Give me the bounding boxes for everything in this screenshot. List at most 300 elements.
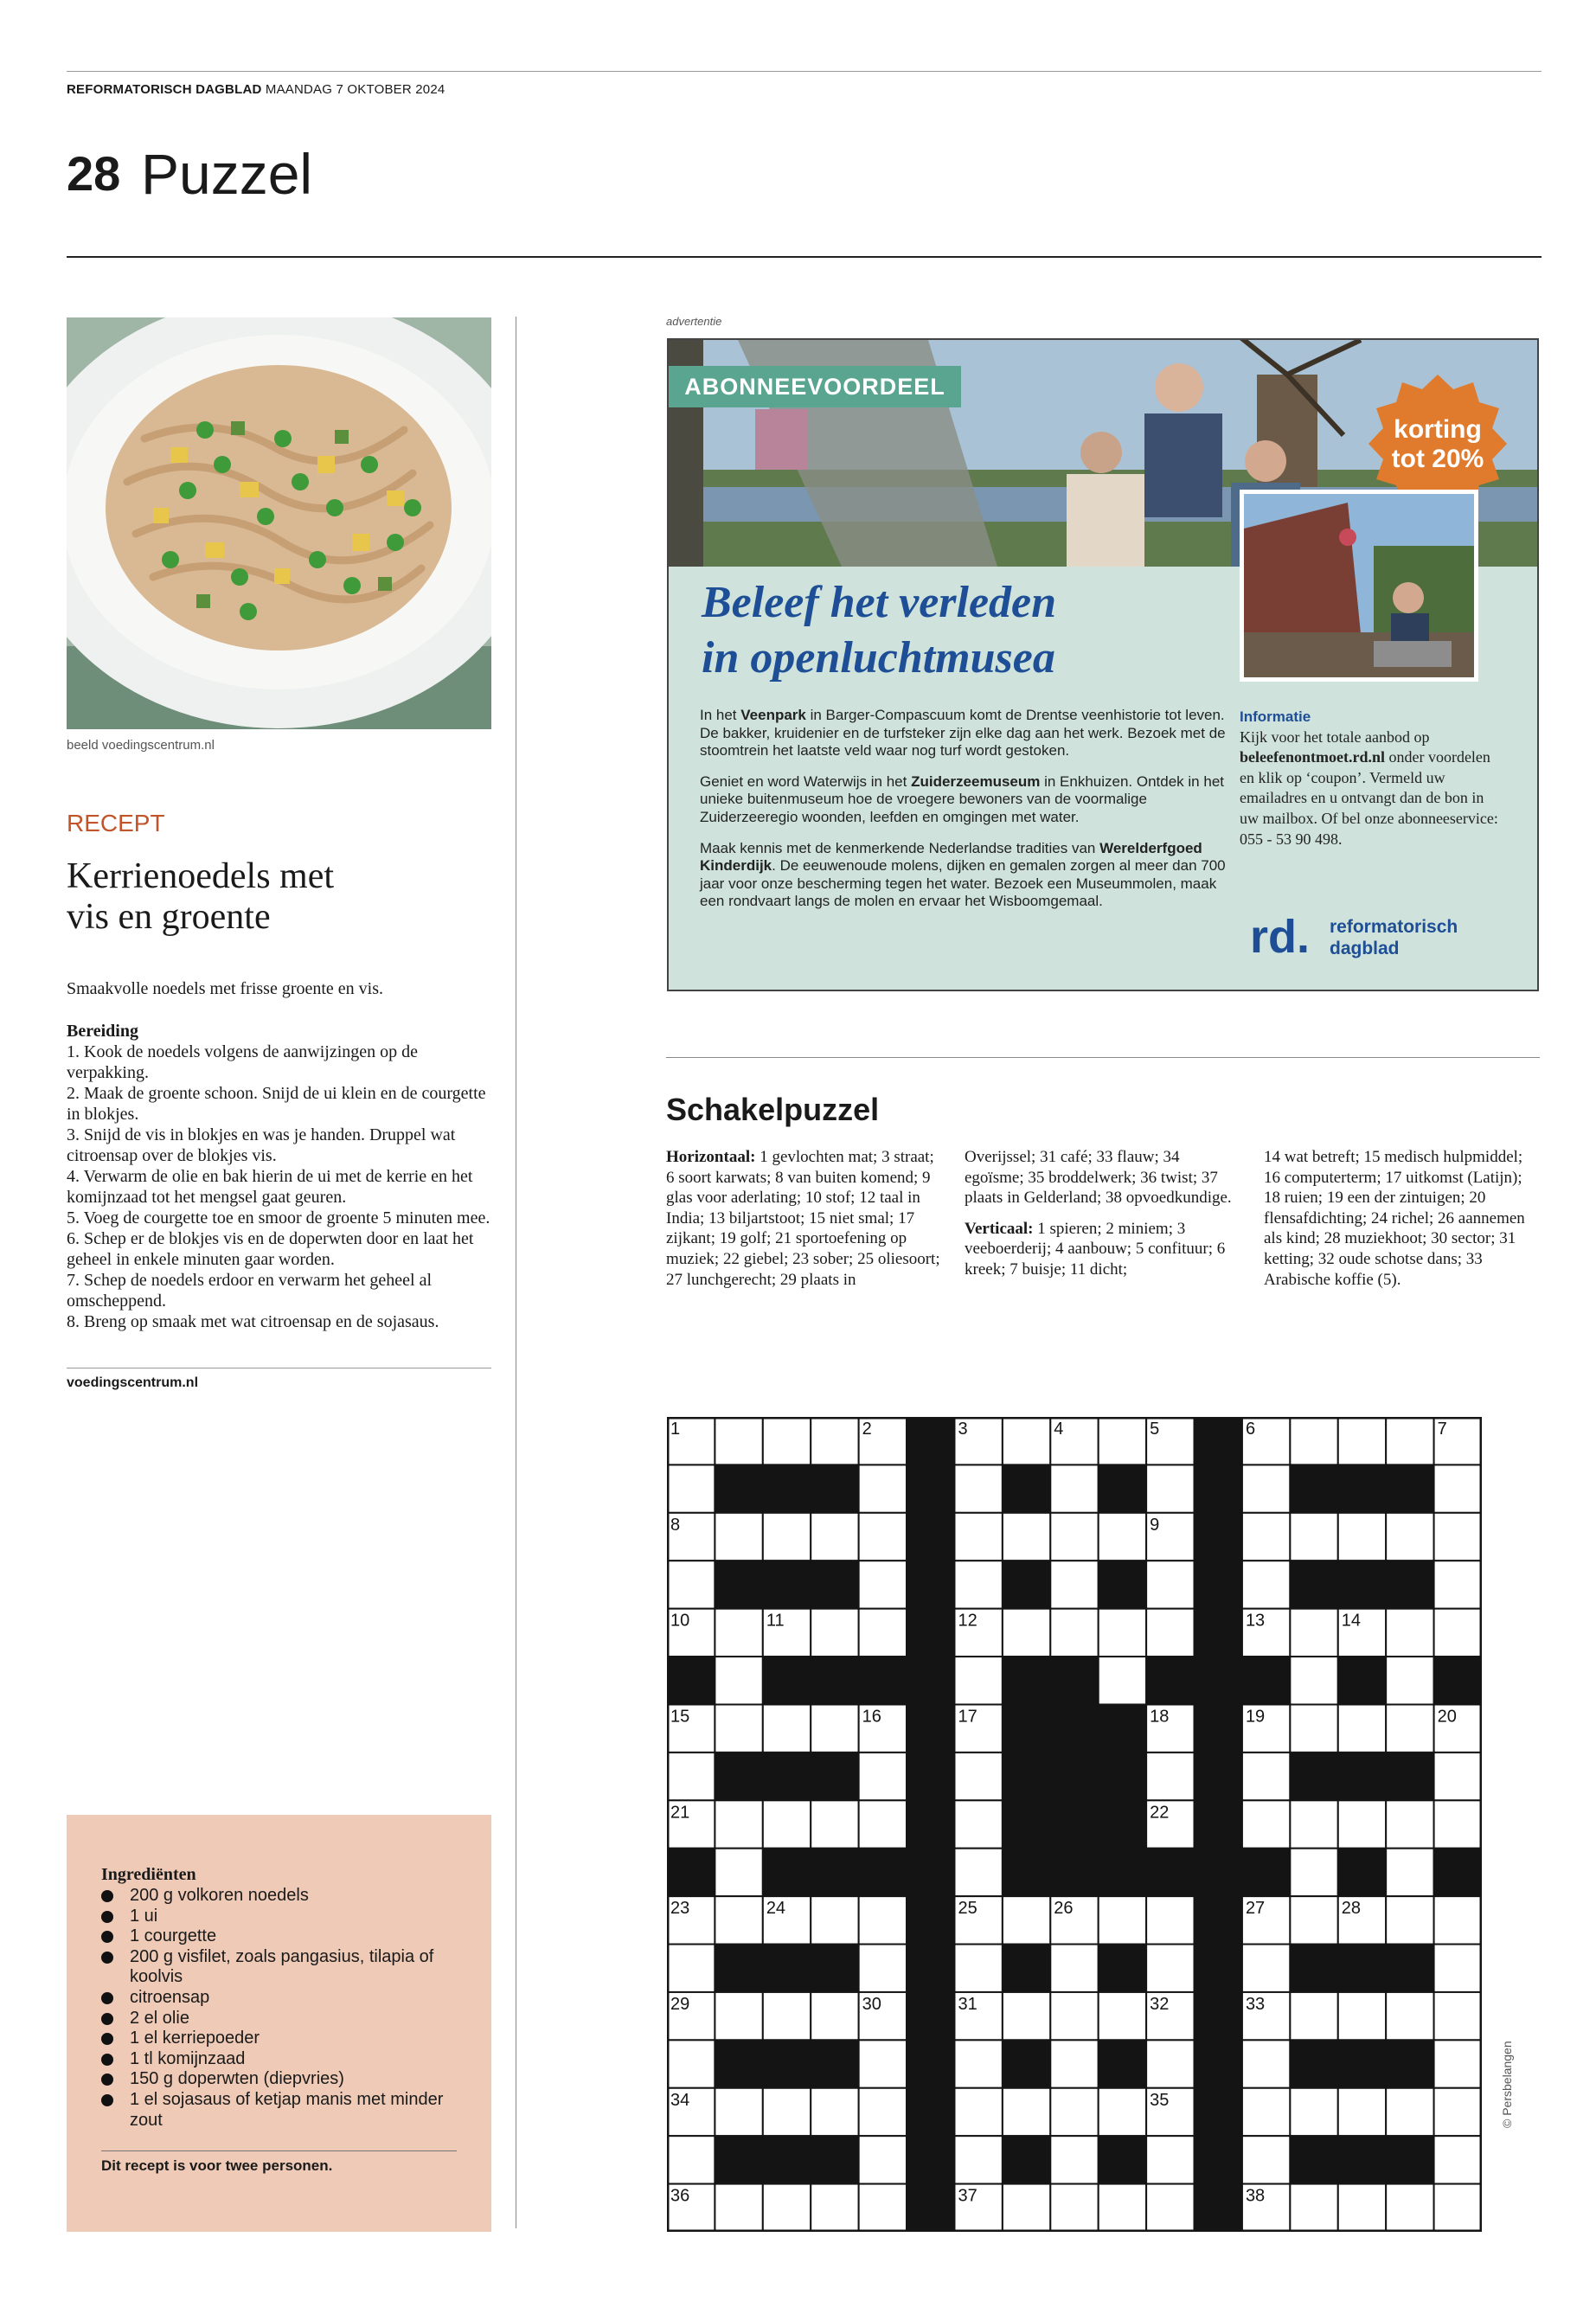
clue-number: 5	[1150, 1420, 1160, 1439]
discount-line2: tot 20%	[1391, 445, 1484, 473]
grid-cell[interactable]	[1434, 2040, 1482, 2087]
grid-cell[interactable]	[811, 1992, 858, 2040]
grid-block	[1003, 2040, 1050, 2087]
grid-cell[interactable]	[715, 2088, 762, 2136]
grid-cell[interactable]	[954, 1800, 1002, 1848]
grid-cell[interactable]	[1386, 1704, 1433, 1752]
grid-block	[907, 1465, 954, 1512]
clue-number: 16	[862, 1707, 881, 1727]
logo-line2: dagblad	[1330, 939, 1400, 958]
grid-block	[715, 2136, 762, 2183]
grid-cell[interactable]	[715, 1513, 762, 1561]
grid-cell[interactable]	[1338, 1513, 1386, 1561]
advert-headline	[702, 575, 1238, 686]
clue-number: 15	[670, 1707, 690, 1727]
grid-block	[1099, 1704, 1146, 1752]
grid-cell[interactable]	[1434, 1753, 1482, 1800]
grid-cell[interactable]	[1050, 1992, 1098, 2040]
grid-cell[interactable]	[1290, 1800, 1337, 1848]
grid-block	[1195, 1704, 1242, 1752]
grid-block	[1050, 1704, 1098, 1752]
grid-block	[1003, 1849, 1050, 1896]
clue-number: 14	[1341, 1611, 1362, 1631]
grid-cell[interactable]	[1434, 1465, 1482, 1512]
grid-cell[interactable]	[1386, 1992, 1433, 2040]
advert-info: Informatie Kijk voor het totale aanbod op beleefenontmoet.rd.nl onder voordelen en klik op ‘coupon’. Vermeld uw emailadres en u ontvangt dan de bon in uw mailbox. Of bel onze abonneeservice: 055 - 53 90 498.	[1240, 708, 1498, 848]
advert-paragraph: In het Veenpark in Barger-Compascuum komt de Drentse veenhistorie tot leven. De bakker, kruidenier en de turfsteker zijn elke dag aan het werk. Bezoek met de stoomtrein het laatste veld waar nog turf wordt gestoken.	[700, 707, 1226, 760]
ingredient: citroensap	[101, 1988, 465, 2009]
grid-block	[715, 1465, 762, 1512]
grid-cell[interactable]	[1242, 1465, 1290, 1512]
grid-block	[1386, 1465, 1433, 1512]
ingredients-heading: Ingrediënten	[101, 1865, 196, 1884]
clue-number: 3	[958, 1420, 968, 1439]
grid-cell[interactable]	[859, 1753, 907, 1800]
grid-block	[1195, 1657, 1242, 1704]
advertisement[interactable]	[667, 338, 1539, 991]
grid-cell[interactable]	[1003, 1609, 1050, 1657]
grid-cell[interactable]	[1434, 1609, 1482, 1657]
step: 8. Breng op smaak met wat citroensap en de sojasaus.	[67, 1312, 439, 1331]
grid-block	[1050, 1657, 1098, 1704]
grid-cell[interactable]	[1099, 1992, 1146, 2040]
grid-cell[interactable]	[954, 2040, 1002, 2087]
step: 1. Kook de noedels volgens de aanwijzingen op de verpakking.	[67, 1042, 419, 1082]
grid-cell[interactable]	[1242, 1753, 1290, 1800]
grid-cell[interactable]	[954, 1657, 1002, 1704]
logo-line1: reformatorisch	[1330, 917, 1458, 937]
grid-block	[1050, 1800, 1098, 1848]
grid-cell[interactable]	[1099, 1609, 1146, 1657]
clue-number: 8	[670, 1515, 681, 1535]
across-label: Horizontaal:	[666, 1148, 756, 1166]
grid-cell[interactable]	[667, 1753, 715, 1800]
grid-block	[1386, 1753, 1433, 1800]
grid-block	[811, 1945, 858, 1992]
grid-block	[1003, 1945, 1050, 1992]
grid-block	[1099, 2136, 1146, 2183]
grid-block	[763, 1945, 811, 1992]
clue-number: 29	[670, 1994, 690, 2014]
grid-cell[interactable]	[811, 1609, 858, 1657]
ingredient: 200 g visfilet, zoals pangasius, tilapia of koolvis	[101, 1947, 465, 1988]
grid-cell[interactable]	[667, 2040, 715, 2087]
clue-number: 31	[958, 1994, 977, 2014]
museum-name: Werelderfgoed Kinderdijk	[700, 839, 1202, 875]
clue-number: 2	[862, 1420, 872, 1439]
grid-cell[interactable]	[1146, 1753, 1194, 1800]
grid-cell[interactable]	[859, 1896, 907, 1944]
grid-block	[811, 2040, 858, 2087]
grid-cell[interactable]	[1146, 2136, 1194, 2183]
advert-label: advertentie	[666, 315, 722, 328]
grid-block	[1386, 2040, 1433, 2087]
grid-block	[1338, 1657, 1386, 1704]
grid-block	[1434, 1657, 1482, 1704]
grid-cell[interactable]	[1050, 2088, 1098, 2136]
grid-cell[interactable]	[1434, 1800, 1482, 1848]
grid-cell[interactable]	[667, 1561, 715, 1608]
advert-inset-photo	[1240, 490, 1478, 682]
grid-cell[interactable]	[1146, 1945, 1194, 1992]
grid-cell[interactable]	[859, 2136, 907, 2183]
grid-cell[interactable]	[763, 1800, 811, 1848]
grid-cell[interactable]	[1290, 1992, 1337, 2040]
grid-cell[interactable]	[1099, 2184, 1146, 2232]
grid-block	[1290, 1945, 1337, 1992]
masthead	[67, 82, 445, 97]
recipe-title	[67, 856, 499, 938]
grid-cell[interactable]	[1003, 2088, 1050, 2136]
grid-cell[interactable]	[1242, 2088, 1290, 2136]
noodle-dish-illustration	[67, 317, 491, 729]
grid-cell[interactable]	[811, 1513, 858, 1561]
rd-logo	[1250, 911, 1475, 963]
grid-block	[1290, 1465, 1337, 1512]
grid-cell[interactable]	[1050, 2184, 1098, 2232]
headline-line1: Beleef het verleden	[702, 578, 1057, 627]
clue-number: 38	[1245, 2186, 1266, 2206]
grid-cell[interactable]	[859, 2040, 907, 2087]
grid-block	[1050, 1849, 1098, 1896]
grid-cell[interactable]	[1386, 1513, 1433, 1561]
steps-heading: Bereiding	[67, 1022, 138, 1041]
grid-cell[interactable]	[1050, 1513, 1098, 1561]
grid-cell[interactable]	[715, 1417, 762, 1465]
grid-cell[interactable]	[811, 2184, 858, 2232]
grid-cell[interactable]	[1003, 2184, 1050, 2232]
grid-cell[interactable]	[811, 1896, 858, 1944]
across-clues-part2: Overijssel; 31 café; 33 flauw; 34 egoïsme; 35 broddelwerk; 36 twist; 37 plaats in Gelderland; 38 opvoedkundige.	[965, 1148, 1232, 1208]
step: 6. Schep er de blokjes vis en de doperwten door en laat het geheel in enkele minuten gaar worden.	[67, 1229, 474, 1269]
grid-block	[763, 1753, 811, 1800]
grid-block	[1195, 1896, 1242, 1944]
grid-cell[interactable]	[715, 1896, 762, 1944]
grid-block	[1338, 2040, 1386, 2087]
grid-block	[1195, 2136, 1242, 2183]
grid-block	[907, 1753, 954, 1800]
grid-cell[interactable]	[1146, 1896, 1194, 1944]
logo-mark: rd.	[1250, 911, 1311, 963]
grid-block	[1338, 2136, 1386, 2183]
grid-cell[interactable]	[954, 1849, 1002, 1896]
grid-cell[interactable]	[1242, 2136, 1290, 2183]
grid-cell[interactable]	[1338, 2184, 1386, 2232]
clue-number: 12	[958, 1611, 977, 1631]
grid-cell[interactable]	[1146, 2184, 1194, 2232]
grid-block	[1099, 1465, 1146, 1512]
grid-cell[interactable]	[763, 1417, 811, 1465]
grid-block	[1290, 1753, 1337, 1800]
grid-block	[907, 1609, 954, 1657]
issue-date: MAANDAG 7 OKTOBER 2024	[265, 82, 445, 97]
grid-block	[763, 1465, 811, 1512]
grid-block	[907, 1849, 954, 1896]
ingredients-list	[101, 1886, 465, 2131]
clue-number: 22	[1150, 1803, 1170, 1823]
grid-cell[interactable]	[1386, 2088, 1433, 2136]
grid-cell[interactable]	[1050, 1609, 1098, 1657]
clue-number: 37	[958, 2186, 977, 2206]
grid-cell[interactable]	[1099, 1513, 1146, 1561]
grid-cell[interactable]	[1290, 1417, 1337, 1465]
ingredient: 1 tl komijnzaad	[101, 2049, 465, 2070]
info-link[interactable]: beleefenontmoet.rd.nl	[1240, 748, 1385, 766]
grid-block	[1146, 1849, 1194, 1896]
crossword-grid[interactable]	[667, 1417, 1482, 2232]
grid-block	[1099, 1561, 1146, 1608]
grid-cell[interactable]	[1386, 2184, 1433, 2232]
grid-block	[907, 1657, 954, 1704]
grid-cell[interactable]	[1338, 2088, 1386, 2136]
grid-block	[811, 1465, 858, 1512]
step: 4. Verwarm de olie en bak hierin de ui met de kerrie en het komijnzaad tot het mengsel gaat geuren.	[67, 1167, 473, 1207]
grid-cell[interactable]	[954, 1465, 1002, 1512]
grid-cell[interactable]	[1146, 2040, 1194, 2087]
grid-block	[667, 1849, 715, 1896]
grid-block	[907, 2136, 954, 2183]
grid-block	[1338, 1849, 1386, 1896]
grid-cell[interactable]	[1386, 1849, 1433, 1896]
clue-number: 17	[958, 1707, 977, 1727]
clues-down	[1264, 1147, 1541, 1290]
grid-cell[interactable]	[811, 2088, 858, 2136]
ingredient: 1 ui	[101, 1907, 465, 1927]
grid-cell[interactable]	[1290, 1896, 1337, 1944]
grid-block	[1146, 1657, 1194, 1704]
grid-cell[interactable]	[954, 1561, 1002, 1608]
clue-number: 6	[1245, 1420, 1256, 1439]
grid-cell[interactable]	[1434, 1561, 1482, 1608]
grid-cell[interactable]	[1099, 1657, 1146, 1704]
grid-cell[interactable]	[763, 1992, 811, 2040]
down-label: Verticaal:	[965, 1219, 1034, 1238]
grid-cell[interactable]	[1338, 1704, 1386, 1752]
grid-cell[interactable]	[1290, 1849, 1337, 1896]
grid-block	[907, 1800, 954, 1848]
museum-name: Zuiderzeemuseum	[911, 772, 1041, 790]
grid-block	[763, 1849, 811, 1896]
grid-cell[interactable]	[1290, 1704, 1337, 1752]
clue-number: 24	[766, 1899, 786, 1919]
copyright: © Persbelangen	[1500, 2041, 1514, 2128]
grid-cell[interactable]	[1386, 1896, 1433, 1944]
clue-number: 19	[1245, 1707, 1266, 1727]
grid-cell[interactable]	[1050, 1465, 1098, 1512]
grid-cell[interactable]	[1146, 1609, 1194, 1657]
grid-block	[1338, 1753, 1386, 1800]
clue-number: 13	[1245, 1611, 1266, 1631]
grid-cell[interactable]	[1434, 1513, 1482, 1561]
grid-cell[interactable]	[1242, 1945, 1290, 1992]
grid-cell[interactable]	[763, 1704, 811, 1752]
grid-block	[1195, 1992, 1242, 2040]
grid-cell[interactable]	[1242, 1800, 1290, 1848]
grid-cell[interactable]	[954, 1945, 1002, 1992]
grid-cell[interactable]	[1050, 2136, 1098, 2183]
grid-cell[interactable]	[1050, 2040, 1098, 2087]
grid-block	[1099, 1800, 1146, 1848]
grid-block	[715, 1753, 762, 1800]
grid-cell[interactable]	[1003, 1896, 1050, 1944]
grid-cell[interactable]	[715, 1609, 762, 1657]
advert-body	[700, 707, 1227, 924]
grid-cell[interactable]	[1099, 2088, 1146, 2136]
grid-cell[interactable]	[763, 2088, 811, 2136]
grid-block	[811, 1657, 858, 1704]
grid-cell[interactable]	[715, 1657, 762, 1704]
grid-cell[interactable]	[859, 1800, 907, 1848]
grid-cell[interactable]	[1242, 1513, 1290, 1561]
grid-cell[interactable]	[1434, 2136, 1482, 2183]
grid-cell[interactable]	[1290, 1609, 1337, 1657]
grid-cell[interactable]	[859, 1561, 907, 1608]
grid-cell[interactable]	[1434, 1945, 1482, 1992]
ingredient: 150 g doperwten (diepvries)	[101, 2069, 465, 2090]
grid-cell[interactable]	[859, 1513, 907, 1561]
grid-cell[interactable]	[763, 2184, 811, 2232]
ingredients-rule	[101, 2150, 457, 2151]
grid-block	[1386, 1945, 1433, 1992]
clue-number: 10	[670, 1611, 690, 1631]
grid-cell[interactable]	[859, 1609, 907, 1657]
grid-cell[interactable]	[1003, 1992, 1050, 2040]
recipe-kicker: RECEPT	[67, 810, 165, 836]
grid-cell[interactable]	[811, 1800, 858, 1848]
info-heading: Informatie	[1240, 708, 1311, 725]
grid-cell[interactable]	[1434, 2184, 1482, 2232]
grid-cell[interactable]	[1290, 1513, 1337, 1561]
grid-cell[interactable]	[715, 1704, 762, 1752]
clue-number: 35	[1150, 2090, 1170, 2110]
grid-cell[interactable]	[954, 1513, 1002, 1561]
grid-block	[907, 1704, 954, 1752]
grid-cell[interactable]	[1290, 2184, 1337, 2232]
clue-number: 21	[670, 1803, 690, 1823]
grid-cell[interactable]	[954, 1753, 1002, 1800]
grid-cell[interactable]	[1338, 1992, 1386, 2040]
grid-block	[1099, 1849, 1146, 1896]
grid-cell[interactable]	[715, 2184, 762, 2232]
grid-cell[interactable]	[1050, 1561, 1098, 1608]
grid-block	[1242, 1657, 1290, 1704]
puzzle-rule	[666, 1057, 1540, 1058]
clue-number: 4	[1054, 1420, 1064, 1439]
section-title: Puzzel	[141, 142, 313, 206]
grid-block	[763, 2136, 811, 2183]
grid-block	[1003, 1465, 1050, 1512]
grid-block	[859, 1849, 907, 1896]
grid-block	[715, 1561, 762, 1608]
grid-block	[1195, 1945, 1242, 1992]
step: 5. Voeg de courgette toe en smoor de groente 5 minuten mee.	[67, 1208, 490, 1227]
grid-cell[interactable]	[954, 2088, 1002, 2136]
clue-number: 30	[862, 1994, 881, 2014]
recipe-title-line2: vis en groente	[67, 897, 271, 937]
grid-cell[interactable]	[1099, 1417, 1146, 1465]
step: 3. Snijd de vis in blokjes en was je handen. Druppel wat citroensap over de blokjes vis.	[67, 1125, 456, 1165]
grid-cell[interactable]	[1242, 1561, 1290, 1608]
clue-number: 18	[1150, 1707, 1170, 1727]
grid-cell[interactable]	[1003, 1417, 1050, 1465]
grid-cell[interactable]	[1386, 1609, 1433, 1657]
clue-number: 25	[958, 1899, 977, 1919]
grid-cell[interactable]	[1290, 1657, 1337, 1704]
grid-cell[interactable]	[1242, 2040, 1290, 2087]
grid-block	[907, 1561, 954, 1608]
recipe-intro: Smaakvolle noedels met frisse groente en vis.	[67, 979, 384, 998]
grid-block	[1195, 1465, 1242, 1512]
grid-cell[interactable]	[1146, 1465, 1194, 1512]
grid-cell[interactable]	[1338, 1800, 1386, 1848]
grid-cell[interactable]	[763, 1513, 811, 1561]
grid-cell[interactable]	[859, 2184, 907, 2232]
grid-cell[interactable]	[811, 1704, 858, 1752]
grid-block	[907, 1896, 954, 1944]
grid-cell[interactable]	[715, 1992, 762, 2040]
grid-block	[1195, 1609, 1242, 1657]
grid-cell[interactable]	[1050, 1945, 1098, 1992]
grid-cell[interactable]	[1099, 1896, 1146, 1944]
grid-block	[1290, 2136, 1337, 2183]
clue-number: 26	[1054, 1899, 1074, 1919]
clue-number: 20	[1437, 1707, 1457, 1727]
down-clues-part2: 14 wat betreft; 15 medisch hulpmiddel; 16 computerterm; 17 uitkomst (Latijn); 18 ruien; 19 een der zintuigen; 20 flensafdichting; 24 richel; 26 aannemen als kind; 28 muziekhoot; 30 sector; 31 ketting; 32 oude schotse dans; 33 Arabische koffie (5).	[1264, 1148, 1525, 1289]
grid-cell[interactable]	[859, 1945, 907, 1992]
grid-block	[1003, 1561, 1050, 1608]
clue-number: 7	[1437, 1420, 1447, 1439]
grid-cell[interactable]	[811, 1417, 858, 1465]
ingredient: 200 g volkoren noedels	[101, 1886, 465, 1907]
grid-cell[interactable]	[1386, 1417, 1433, 1465]
grid-block	[907, 1945, 954, 1992]
step: 2. Maak de groente schoon. Snijd de ui klein en de courgette in blokjes.	[67, 1084, 486, 1124]
grid-cell[interactable]	[667, 2136, 715, 2183]
grid-cell[interactable]	[859, 2088, 907, 2136]
grid-cell[interactable]	[859, 1465, 907, 1512]
grid-cell[interactable]	[715, 1849, 762, 1896]
grid-block	[763, 2040, 811, 2087]
grid-block	[1099, 1945, 1146, 1992]
clue-number: 27	[1245, 1899, 1266, 1919]
grid-cell[interactable]	[1146, 1561, 1194, 1608]
grid-cell[interactable]	[1434, 1992, 1482, 2040]
serving-note: Dit recept is voor twee personen.	[101, 2157, 333, 2174]
grid-cell[interactable]	[1434, 1896, 1482, 1944]
grid-cell[interactable]	[667, 1945, 715, 1992]
grid-cell[interactable]	[667, 1465, 715, 1512]
grid-cell[interactable]	[954, 2136, 1002, 2183]
grid-cell[interactable]	[1386, 1657, 1433, 1704]
grid-cell[interactable]	[1003, 1513, 1050, 1561]
grid-block	[1386, 1561, 1433, 1608]
headline-line2: in openluchtmusea	[702, 633, 1055, 683]
grid-block	[667, 1657, 715, 1704]
grid-cell[interactable]	[1290, 2088, 1337, 2136]
grid-cell[interactable]	[715, 1800, 762, 1848]
recipe-steps	[67, 1021, 493, 1332]
grid-block	[1242, 1849, 1290, 1896]
grid-cell[interactable]	[1338, 1417, 1386, 1465]
grid-block	[811, 2136, 858, 2183]
grid-cell[interactable]	[1434, 2088, 1482, 2136]
clues-across	[666, 1147, 943, 1290]
discount-line1: korting	[1394, 415, 1482, 444]
grid-block	[1195, 1849, 1242, 1896]
grid-block	[907, 1992, 954, 2040]
clue-number: 1	[670, 1420, 681, 1439]
grid-cell[interactable]	[1386, 1800, 1433, 1848]
